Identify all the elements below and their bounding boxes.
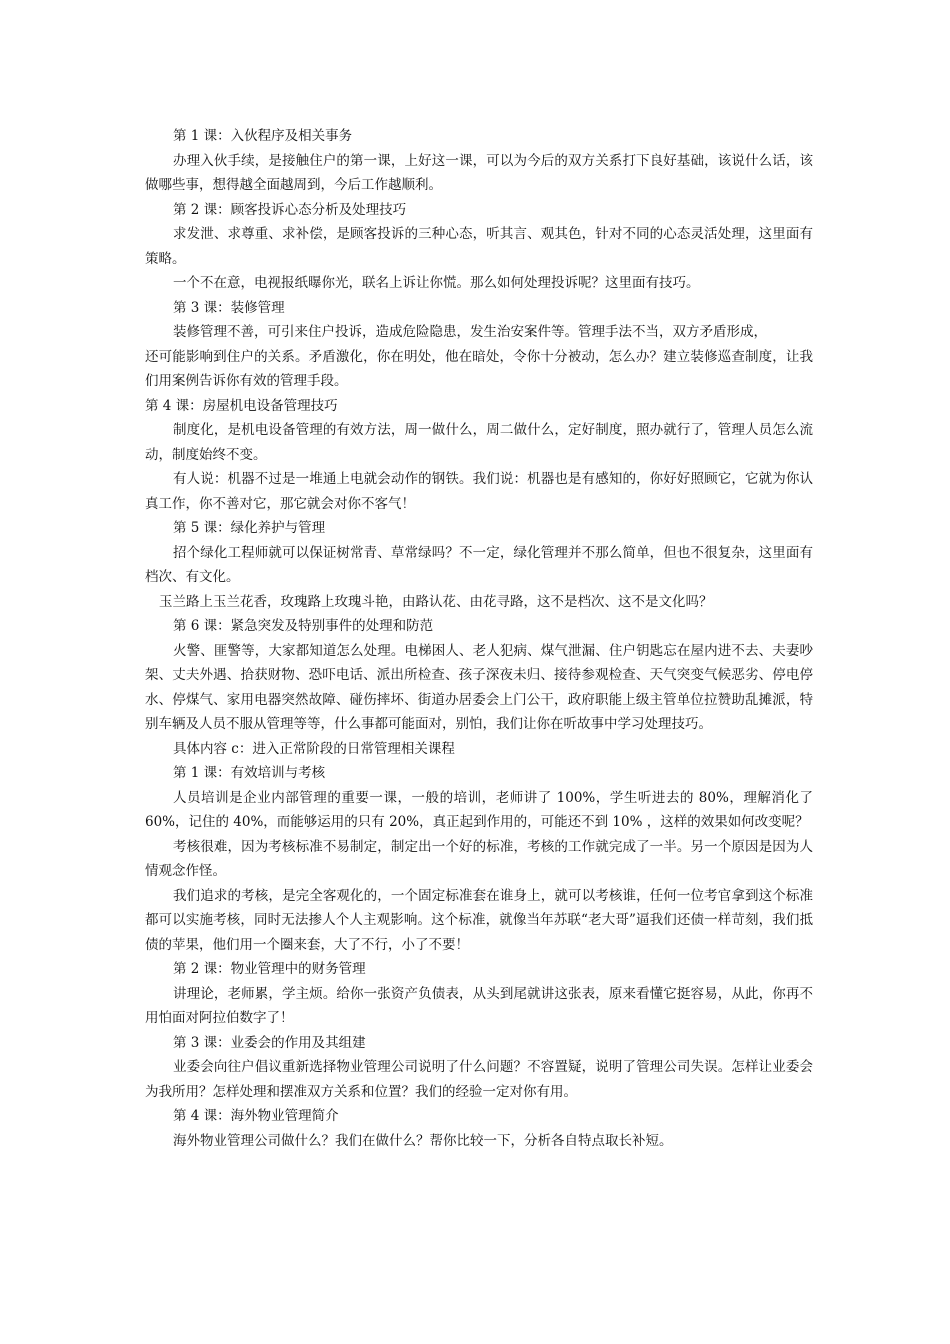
paragraph: 我们追求的考核，是完全客观化的，一个固定标准套在谁身上，就可以考核谁，任何一位考官拿到这个标准都可以实施考核，同时无法掺人个人主观影响。这个标准，就像当年苏联“老大哥”逼我们还债一样苛刻，我们抵债的苹果，他们用一个圈来套，大了不行，小了不要！ — [145, 887, 813, 953]
paragraph: 业委会向往户倡议重新选择物业管理公司说明了什么问题？不容置疑，说明了管理公司失误。怎样让业委会为我所用？怎样处理和摆准双方关系和位置？我们的经验一定对你有用。 — [145, 1059, 813, 1100]
paragraph: 第 4 课：海外物业管理简介 — [173, 1108, 339, 1124]
paragraph: 第 2 课：物业管理中的财务管理 — [173, 961, 366, 977]
paragraph: 讲理论，老师累，学主烦。给你一张资产负债表，从头到尾就讲这张表，原来看懂它挺容易，从此，你再不用怕面对阿拉伯数字了！ — [145, 985, 813, 1026]
paragraph: 玉兰路上玉兰花香，玫瑰路上玫瑰斗艳，由路认花、由花寻路，这不是档次、这不是文化吗？ — [159, 593, 713, 610]
paragraph: 有人说：机器不过是一堆通上电就会动作的钢铁。我们说：机器也是有感知的，你好好照顾它，它就为你认真工作，你不善对它，那它就会对你不客气！ — [145, 471, 813, 512]
paragraph: 第 6 课：紧急突发及特别事件的处理和防范 — [173, 618, 434, 634]
paragraph: 考核很难，因为考核标准不易制定，制定出一个好的标准，考核的工作就完成了一半。另一个原因是因为人情观念作怪。 — [145, 838, 813, 879]
paragraph: 第 4 课：房屋机电设备管理技巧 — [145, 397, 338, 414]
document-body — [145, 124, 813, 1153]
paragraph: 办理入伙手续，是接触住户的第一课，上好这一课，可以为今后的双方关系打下良好基础，该说什么话，该做哪些事，想得越全面越周到，今后工作越顺利。 — [145, 152, 813, 193]
paragraph: 第 3 课：业委会的作用及其组建 — [173, 1034, 366, 1051]
paragraph: 火警、匪警等，大家都知道怎么处理。电梯困人、老人犯病、煤气泄漏、住户钥匙忘在屋内进不去、夫妻吵架、丈夫外遇、拾获财物、恐吓电话、派出所检查、孩子深夜未归、接待参观检查、天气突变气候恶劣、停电停水、停煤气、家用电器突然故障、碰伤摔坏、街道办居委会上门公干，政府职能上级主管单位拉赞助乱摊派，特别车辆及人员不服从管理等等，什么事都可能面对，别怕，我们让你在听故事中学习处理技巧。 — [145, 642, 813, 732]
paragraph: 求发泄、求尊重、求补偿，是顾客投诉的三种心态，听其言、观其色，针对不同的心态灵活处理，这里面有策略。 — [145, 226, 813, 267]
paragraph: 一个不在意，电视报纸曝你光，联名上诉让你慌。那么如何处理投诉呢？这里面有技巧。 — [173, 275, 700, 291]
paragraph: 第 1 课：入伙程序及相关事务 — [173, 128, 353, 144]
paragraph: 还可能影响到住户的关系。矛盾激化，你在明处，他在暗处，令你十分被动，怎么办？建立装修巡查制度，让我们用案例告诉你有效的管理手段。 — [145, 348, 813, 389]
paragraph: 具体内容 c：进入正常阶段的日常管理相关课程 — [173, 740, 455, 757]
paragraph: 人员培训是企业内部管理的重要一课，一般的培训，老师讲了 100%，学生听进去的 80%，理解消化了 60%，记住的 40%，而能够运用的只有 20%，真正起到作用的，可能还不到 10% ，这样的效果如何改变呢？ — [145, 789, 813, 830]
paragraph: 第 2 课：顾客投诉心态分析及处理技巧 — [173, 201, 407, 218]
paragraph: 第 1 课：有效培训与考核 — [173, 765, 326, 781]
paragraph: 第 3 课：装修管理 — [173, 299, 285, 316]
paragraph: 第 5 课：绿化养护与管理 — [173, 520, 326, 536]
paragraph: 海外物业管理公司做什么？我们在做什么？帮你比较一下，分析各自特点取长补短。 — [173, 1132, 673, 1149]
paragraph: 制度化，是机电设备管理的有效方法，周一做什么，周二做什么，定好制度，照办就行了，管理人员怎么流动，制度始终不变。 — [145, 422, 813, 463]
paragraph: 装修管理不善，可引来住户投诉，造成危险隐患，发生治安案件等。管理手法不当，双方矛盾形成， — [173, 324, 767, 340]
paragraph: 招个绿化工程师就可以保证树常青、草常绿吗？不一定，绿化管理并不那么简单，但也不很复杂，这里面有档次、有文化。 — [145, 544, 813, 585]
